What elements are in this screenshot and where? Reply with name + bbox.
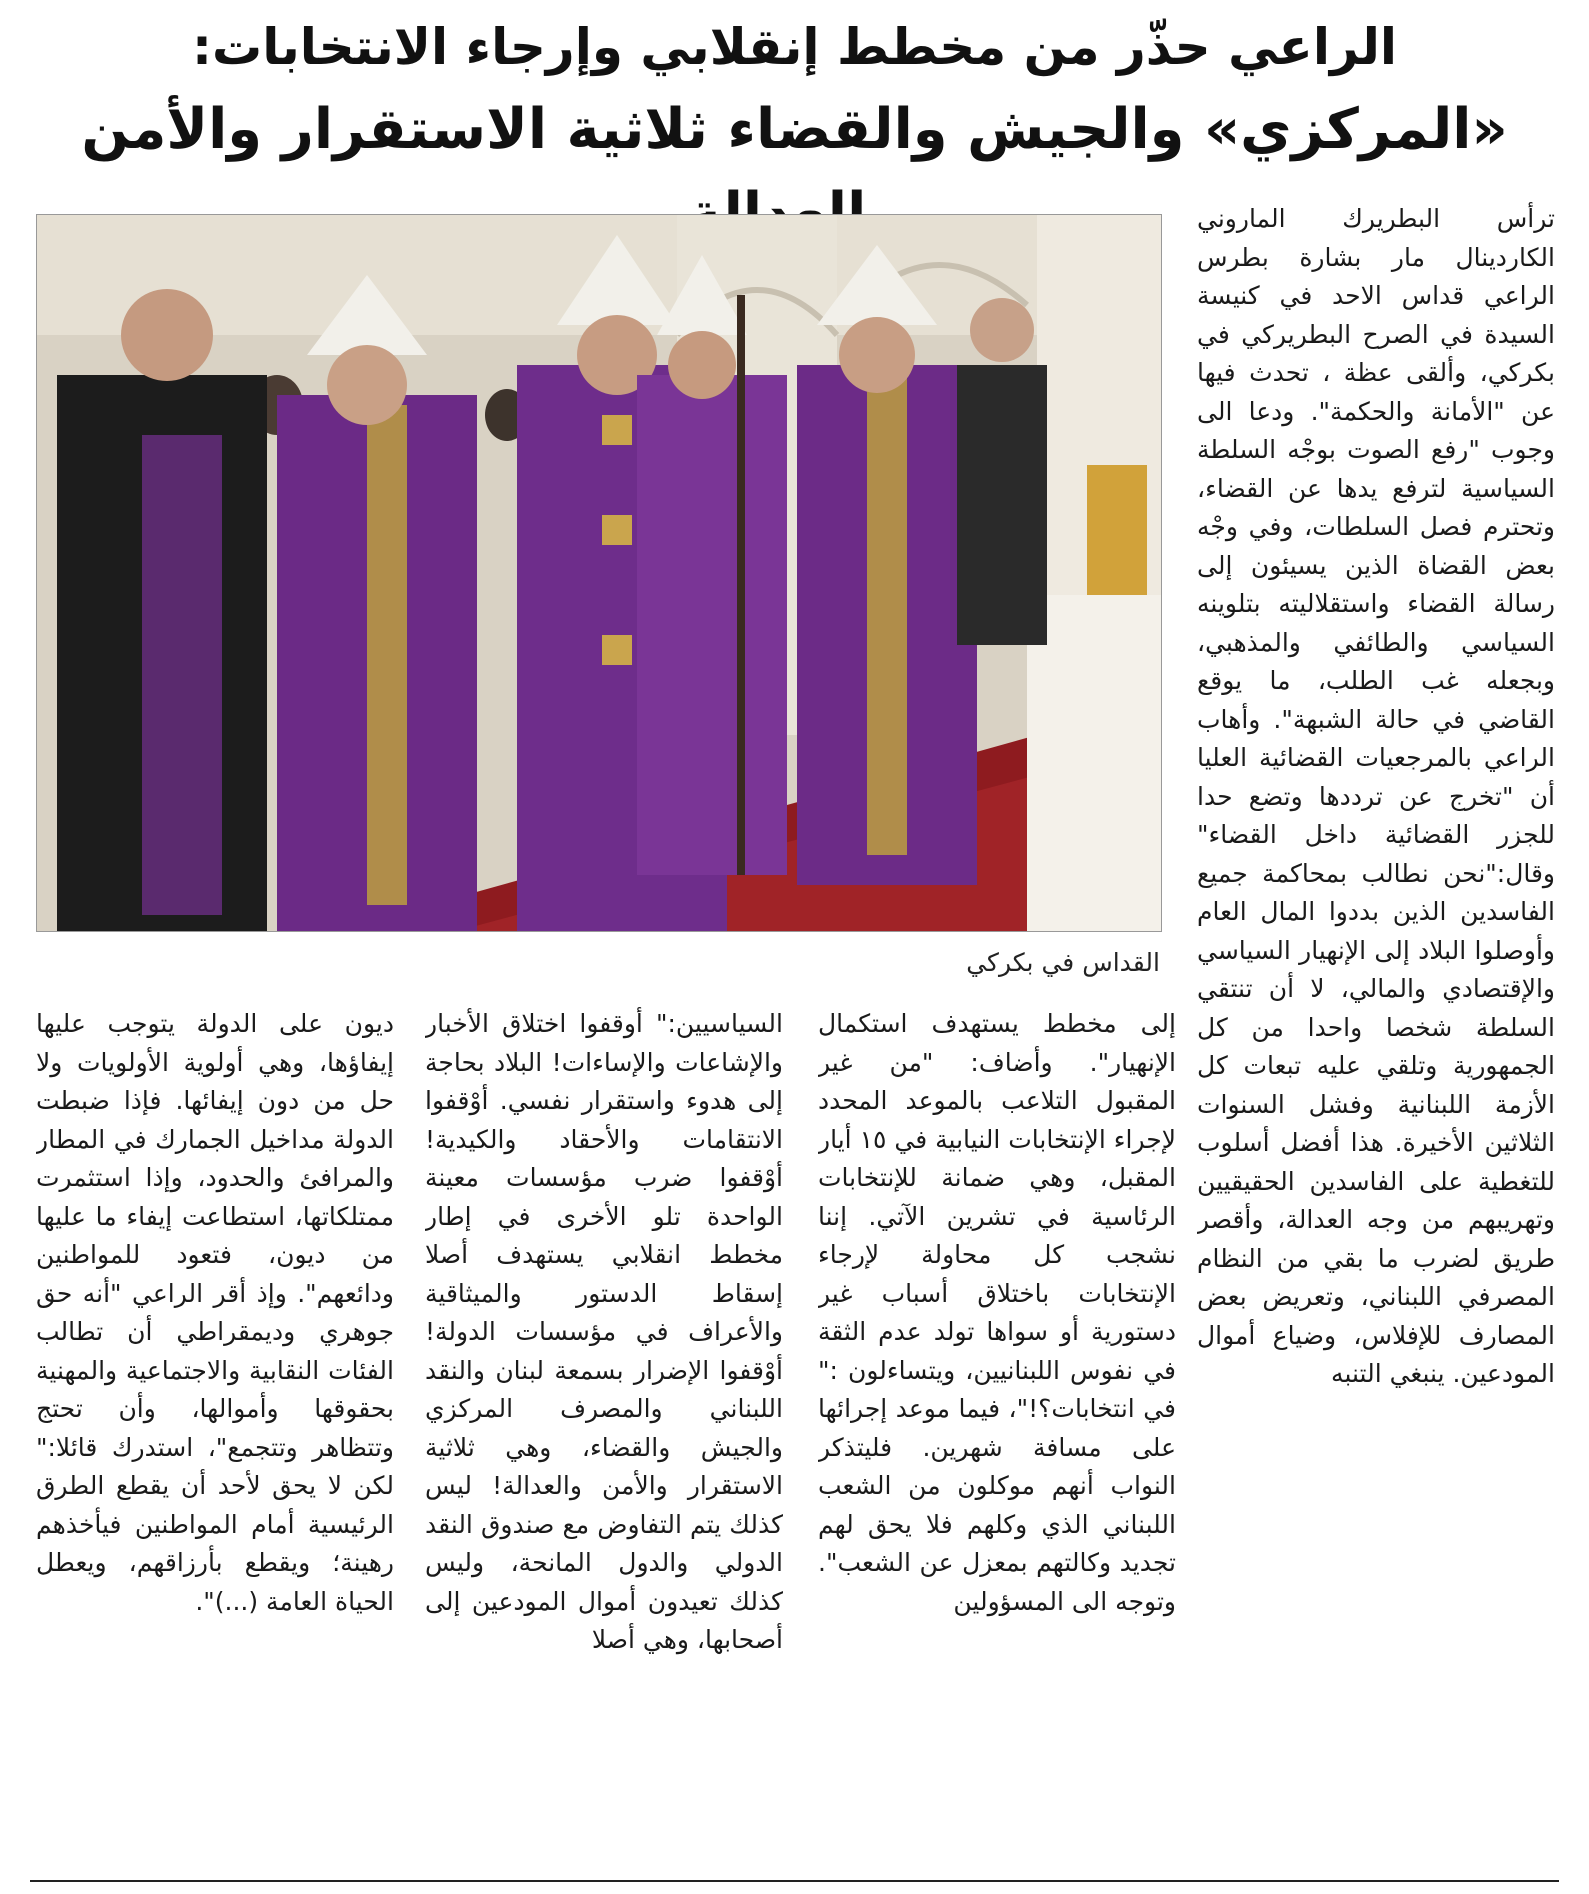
- article-column-middle-right: [818, 1005, 1176, 1875]
- headline-line-1: الراعي حذّر من مخطط إنقلابي وإرجاء الانتخابات:: [192, 18, 1397, 76]
- article-column-middle-left: [425, 1005, 783, 1875]
- headline-line-2: «المركزي» والجيش والقضاء ثلاثية الاستقرار والأمن: [81, 97, 1508, 162]
- bottom-divider: [30, 1880, 1559, 1882]
- column-middle-left-text: السياسيين:" أوقفوا اختلاق الأخبار والإشاعات والإساءات! البلاد بحاجة إلى هدوء واستقرار نفسي. أوْقفوا الانتقامات والأحقاد والكيدية! أوْقفوا ضرب مؤسسات معينة الواحدة تلو الأخرى في إطار مخطط انقلابي يستهدف أصلا إسقاط الدستور والميثاقية والأعراف في مؤسسات الدولة! أوْقفوا الإضرار بسمعة لبنان والنقد اللبناني والمصرف المركزي والجيش والقضاء، وهي ثلاثية الاستقرار والأمن والعدالة! ليس كذلك يتم التفاوض مع صندوق النقد الدولي والدول المانحة، وليس كذلك تعيدون أموال المودعين إلى أصحابها، وهي أصلا: [425, 1009, 783, 1654]
- column-middle-right-text: إلى مخطط يستهدف استكمال الإنهيار". وأضاف: "من غير المقبول التلاعب بالموعد المحدد لإجراء الإنتخابات النيابية في ١٥ أيار المقبل، وهي ضمانة للإنتخابات الرئاسية في تشرين الآتي. إننا نشجب كل محاولة لإرجاء الإنتخابات باختلاق أسباب غير دستورية أو سواها تولد عدم الثقة في نفوس اللبنانيين، ويتساءلون :" في انتخابات؟!"، فيما موعد إجرائها على مسافة شهرين. فليتذكر النواب أنهم موكلون من الشعب اللبناني الذي وكلهم فلا يحق لهم تجديد وكالتهم بمعزل عن الشعب". وتوجه الى المسؤولين: [818, 1009, 1176, 1616]
- photo-caption: القداس في بكركي: [966, 948, 1160, 977]
- mass-photo-illustration: [37, 215, 1161, 931]
- article-column-left: [36, 1005, 394, 1875]
- column-left-text: ديون على الدولة يتوجب عليها إيفاؤها، وهي أولوية الأولويات ولا حل من دون إيفائها. فإذا ضبطت الدولة مداخيل الجمارك في المطار والمرافئ والحدود، وإذا استثمرت ممتلكاتها، استطاعت إيفاء ما عليها من ديون، فتعود للمواطنين ودائعهم". وإذ أقر الراعي "أنه حق جوهري وديمقراطي أن تطالب الفئات النقابية والاجتماعية والمهنية بحقوقها وأموالها، وأن تحتج وتتظاهر وتتجمع"، استدرك قائلا:" لكن لا يحق لأحد أن يقطع الطرق الرئيسية أمام المواطنين فيأخذهم رهينة؛ ويقطع بأرزاقهم، ويعطل الحياة العامة (...)".: [36, 1009, 394, 1616]
- column-right-text: ترأس البطريرك الماروني الكاردينال مار بشارة بطرس الراعي قداس الاحد في كنيسة السيدة في الصرح البطريركي في بكركي، وألقى عظة ، تحدث فيها عن "الأمانة والحكمة". ودعا الى وجوب "رفع الصوت بوجْه السلطة السياسية لترفع يدها عن القضاء، وتحترم فصل السلطات، وفي وجْه بعض القضاة الذين يسيئون إلى رسالة القضاء واستقلاليته بتلوينه السياسي والطائفي والمذهبي، وبجعله غب الطلب، ما يوقع القاضي في حالة الشبهة". وأهاب الراعي بالمرجعيات القضائية العليا أن "تخرج عن ترددها وتضع حدا للجزر القضائية داخل القضاء" وقال:"نحن نطالب بمحاكمة جميع الفاسدين الذين بددوا المال العام وأوصلوا البلاد إلى الإنهيار السياسي والإقتصادي والمالي، لا أن تنتقي السلطة شخصا واحدا من كل الجمهورية وتلقي عليه تبعات كل الأزمة اللبنانية وفشل السنوات الثلاثين الأخيرة. هذا أفضل أسلوب للتغطية على الفاسدين الحقيقيين وتهريبهم من وجه العدالة، وأقصر طريق لضرب ما بقي من النظام المصرفي اللبناني، وتعريض بعض المصارف للإفلاس، وضياع أموال المودعين. ينبغي التنبه: [1197, 204, 1555, 1388]
- mass-photo: [36, 214, 1162, 932]
- article-column-right: [1197, 200, 1555, 1872]
